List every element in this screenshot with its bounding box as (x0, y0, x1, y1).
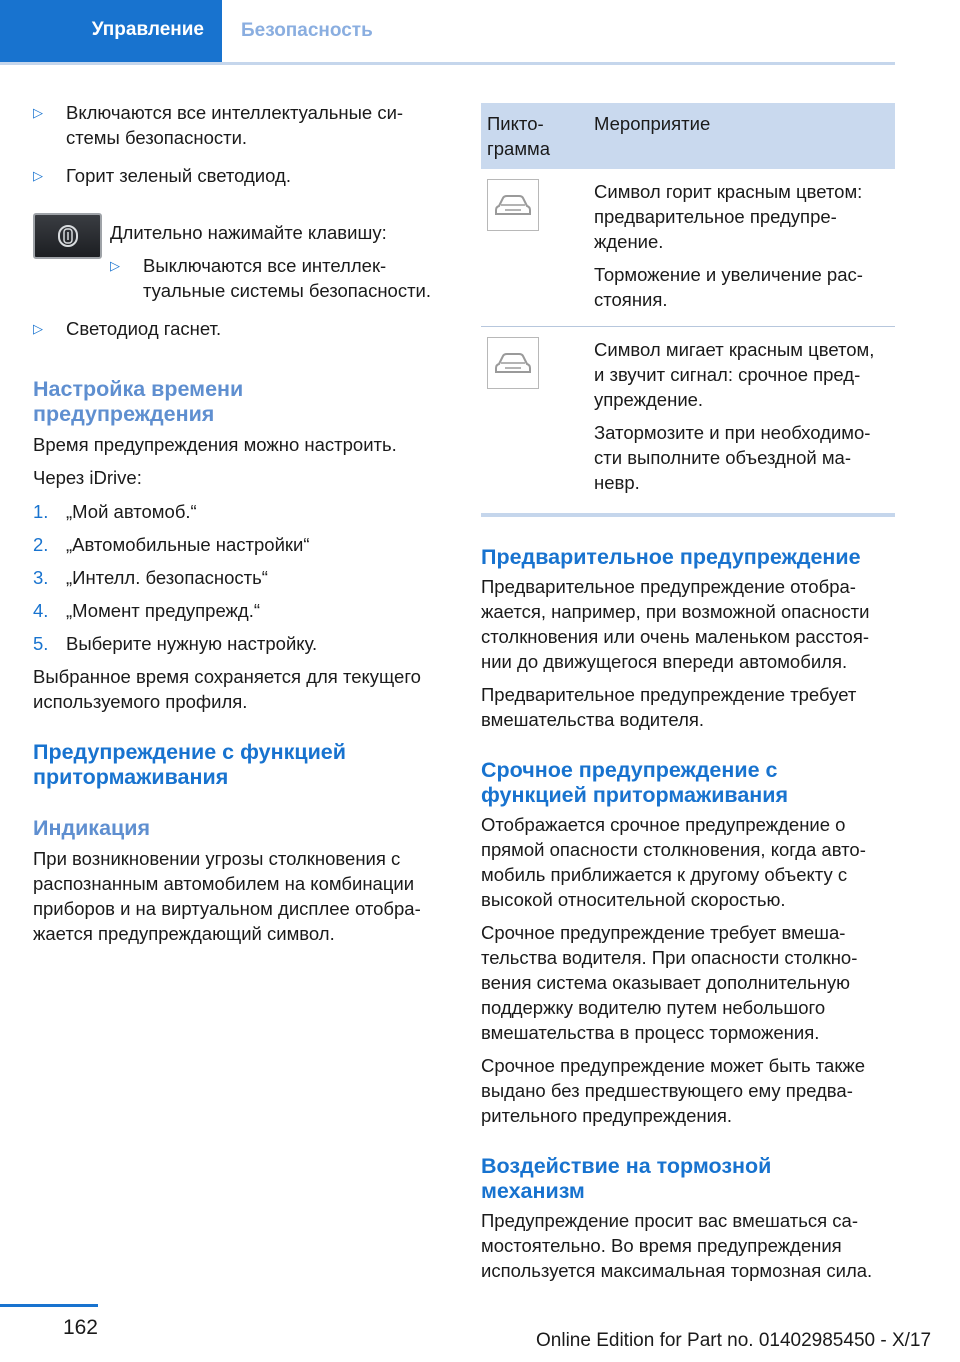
triangle-bullet-icon: ▷ (33, 168, 43, 183)
right-column (481, 103, 895, 1283)
tab-safety[interactable] (241, 0, 373, 62)
row-text: Затормозите и при необходимо- сти выполните объездной ма- невр. (594, 422, 871, 493)
list-item (33, 631, 448, 656)
urgent-warning-text: Срочное предупреждение требует вмеша- тельства водителя. При опасности столкно- вения система оказывает дополнительную поддержку водителю путем небольшого вмешательства в процесс торможения. (481, 922, 858, 1043)
step-number: 5. (33, 633, 49, 654)
table-header-row (481, 103, 895, 169)
heading-pre-warning: Предварительное предупреждение (481, 545, 861, 569)
page-number-rule (0, 1304, 98, 1307)
table-row (481, 169, 895, 327)
saved-text: Выбранное время сохраняется для текущего используемого профиля. (33, 666, 421, 712)
step-text: Выберите нужную настройку. (66, 633, 318, 654)
pre-warning-text: Предварительное предупреждение требует вмешательства водителя. (481, 684, 857, 730)
step-number: 1. (33, 501, 49, 522)
table-row (481, 327, 895, 510)
tab-controls[interactable] (0, 0, 222, 62)
pictogram-table (481, 103, 895, 509)
table-cell-icon (481, 327, 588, 510)
step-number: 3. (33, 567, 49, 588)
list-item-text: Светодиод гаснет. (66, 318, 222, 339)
list-item (33, 316, 448, 341)
safety-button-icon (33, 213, 102, 259)
heading-urgent-warning: Срочное предупреждение с функцией притормаживания (481, 758, 789, 807)
time-text: Время предупреждения можно настроить. (33, 434, 397, 455)
row-text: Символ горит красным цветом: предварительное предупре- ждение. (594, 181, 863, 252)
list-item (33, 565, 448, 590)
list-item (33, 532, 448, 557)
tab-controls-label: Управление (91, 18, 204, 40)
step-text: „Автомобильные настройки“ (66, 534, 310, 555)
heading-brake-effect: Воздействие на тормозной механизм (481, 1154, 772, 1203)
table-cell-text (588, 327, 895, 510)
step-text: „Мой автомоб.“ (66, 501, 197, 522)
car-warning-icon (487, 337, 539, 389)
list-item-text: Выключаются все интеллек- туальные системы безопасности. (143, 255, 432, 301)
step-text: „Момент предупрежд.“ (66, 600, 260, 621)
row-text: Торможение и увеличение рас- стояния. (594, 264, 863, 310)
list-item (33, 100, 448, 150)
triangle-bullet-icon: ▷ (33, 105, 43, 120)
triangle-bullet-icon: ▷ (33, 321, 43, 336)
pre-warning-text: Предварительное предупреждение отобра- жается, например, при возможной опасности столкновения или очень маленьком расстоя- нии до движущегося впереди автомобиля. (481, 576, 870, 672)
step-number: 4. (33, 600, 49, 621)
list-item-text: Включаются все интеллектуальные си- стемы безопасности. (66, 102, 404, 148)
steps-list (33, 499, 448, 656)
table-header-pictogram: Пикто- грамма (481, 103, 588, 169)
page-number: 162 (62, 1316, 98, 1339)
list-item-text: Горит зеленый светодиод. (66, 165, 291, 186)
table-cell-text (588, 169, 895, 327)
urgent-warning-text: Отображается срочное предупреждение о прямой опасности столкновения, когда авто- мобиль приближается к другому объекту с высокой относительной скоростью. (481, 814, 866, 910)
key-instruction: Длительно нажимайте клавишу: (110, 222, 387, 243)
list-item (33, 598, 448, 623)
triangle-bullet-icon: ▷ (110, 258, 120, 273)
brake-effect-text: Предупреждение просит вас вмешаться са- мостоятельно. Во время предупреждения используется максимальная тормозная сила. (481, 1210, 873, 1281)
table-cell-icon (481, 169, 588, 327)
idrive-text: Через iDrive: (33, 467, 142, 488)
indication-text: При возникновении угрозы столкновения с распознанным автомобилем на комбинации приборов и на виртуальном дисплее отобра- жается предупреждающий символ. (33, 848, 421, 944)
heading-time-setting: Настройка времени предупреждения (33, 377, 244, 426)
step-text: „Интелл. безопасность“ (66, 567, 268, 588)
step-number: 2. (33, 534, 49, 555)
list-item (33, 499, 448, 524)
table-bottom-rule (481, 513, 895, 517)
list-item (110, 253, 448, 303)
row-text: Символ мигает красным цветом, и звучит сигнал: срочное пред- упреждение. (594, 339, 875, 410)
table-header-measure: Мероприятие (588, 103, 895, 169)
urgent-warning-text: Срочное предупреждение может быть также выдано без предшествующего ему предва- рительного предупреждения. (481, 1055, 866, 1126)
car-warning-icon (487, 179, 539, 231)
heading-indication: Индикация (33, 816, 151, 840)
left-column (33, 100, 448, 946)
tab-safety-label: Безопасность (241, 20, 373, 41)
heading-warning-braking: Предупреждение с функцией притормаживания (33, 740, 346, 789)
footer-edition: Online Edition for Part no. 01402985450 - X/17 (536, 1330, 932, 1351)
list-item (33, 163, 448, 188)
